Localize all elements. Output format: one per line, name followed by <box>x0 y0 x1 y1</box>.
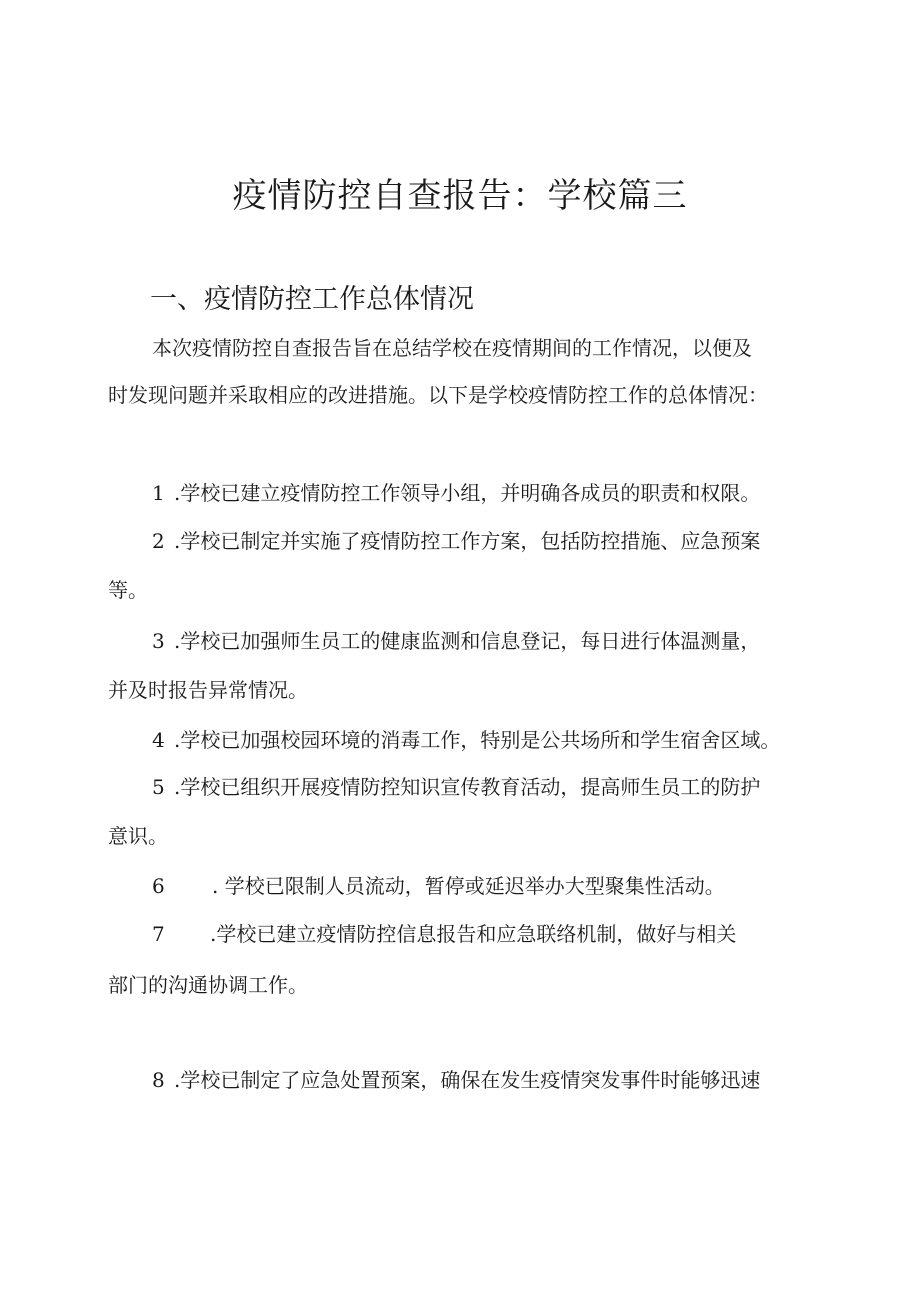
list-item-text: . 学校已限制人员流动，暂停或延迟举办大型聚集性活动。 <box>212 874 725 898</box>
list-item-continuation: 等。 <box>108 578 148 602</box>
list-item-continuation: 意识。 <box>108 824 168 848</box>
list-item-text: .学校已建立疫情防控工作领导小组，并明确各成员的职责和权限。 <box>174 481 761 505</box>
document-title: 疫情防控自查报告：学校篇三 <box>232 176 688 216</box>
list-item-number: 3 <box>152 629 165 653</box>
list-item-text: .学校已制定并实施了疫情防控工作方案，包括防控措施、应急预案 <box>174 529 761 553</box>
list-item-text: .学校已建立疫情防控信息报告和应急联络机制，做好与相关 <box>210 922 737 946</box>
list-item-number: 4 <box>152 728 165 752</box>
intro-line-1: 本次疫情防控自查报告旨在总结学校在疫情期间的工作情况，以便及 <box>152 336 752 360</box>
list-item <box>152 1065 760 1095</box>
list-item-text: .学校已组织开展疫情防控知识宣传教育活动，提高师生员工的防护 <box>174 775 761 799</box>
list-item <box>152 772 760 802</box>
list-item-number: 1 <box>152 481 165 505</box>
list-item <box>152 725 780 755</box>
list-item-number: 5 <box>152 775 165 799</box>
list-item <box>152 919 736 949</box>
list-item-text: .学校已加强校园环境的消毒工作，特别是公共场所和学生宿舍区域。 <box>174 728 781 752</box>
list-item <box>152 478 760 508</box>
list-item-number: 8 <box>152 1068 165 1092</box>
section-heading: 一、疫情防控工作总体情况 <box>150 284 474 315</box>
list-item-number: 6 <box>152 874 165 898</box>
list-item-text: .学校已加强师生员工的健康监测和信息登记，每日进行体温测量， <box>174 629 761 653</box>
list-item-number: 2 <box>152 529 165 553</box>
list-item <box>152 871 725 901</box>
list-item <box>152 626 760 656</box>
list-item-text: .学校已制定了应急处置预案，确保在发生疫情突发事件时能够迅速 <box>174 1068 761 1092</box>
list-item-continuation: 部门的沟通协调工作。 <box>108 973 308 997</box>
list-item-continuation: 并及时报告异常情况。 <box>108 678 308 702</box>
intro-line-2: 时发现问题并采取相应的改进措施。以下是学校疫情防控工作的总体情况： <box>108 383 768 407</box>
list-item <box>152 526 760 556</box>
list-item-number: 7 <box>152 922 165 946</box>
